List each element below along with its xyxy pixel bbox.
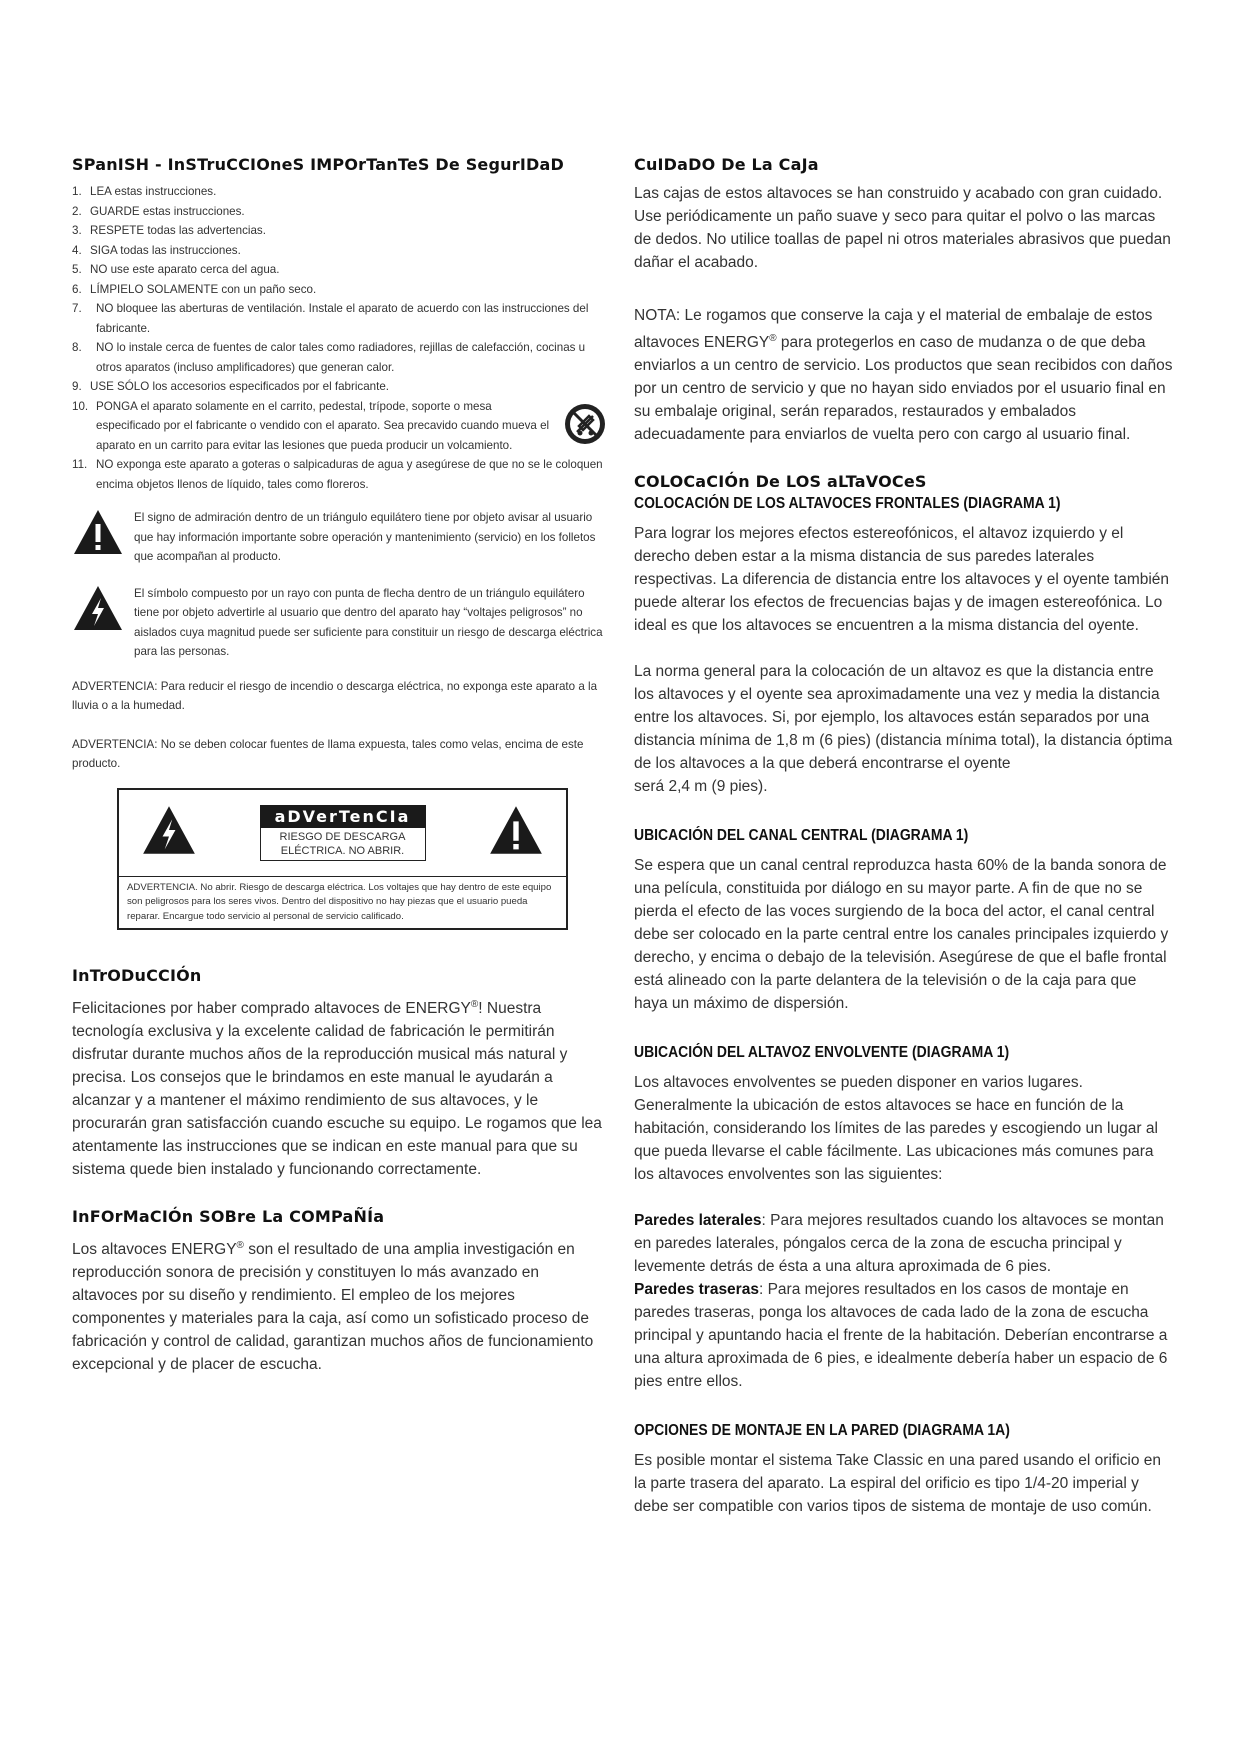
center-channel-text: Se espera que un canal central reproduzca hasta 60% de la banda sonora de una película, constituida por diálogo en su mayor parte. A fin de que no se pierda el efecto de las voces surgiendo de la boca del actor, el canal central debe ser colocado en la parte central entre los canales principales izquierdo y derecho, y encima o debajo de la televisión. Asegúrese de que el bafle frontal está alineado con la parte delantera de la televisión o de la caja para que haya un máximo de dispersión. xyxy=(634,857,1169,1013)
side-walls-text: Paredes laterales: Para mejores resultados cuando los altavoces se montan en paredes laterales, póngalos cerca de la zona de escucha principal y levemente detrás de ésta a una altura aproximada de 6 pies. xyxy=(634,1212,1164,1276)
cart-warning-icon xyxy=(563,402,607,446)
caution-box-text: ADVERTENCIA. No abrir. Riesgo de descarga eléctrica. Los voltajes que hay dentro de este equipo son peligrosos para los seres vivos. Dentro del dispositivo no hay piezas que el usuario pueda reparar. Encargue todo servicio al personal de servicio calificado. xyxy=(127,881,552,922)
warning-fire: ADVERTENCIA: Para reducir el riesgo de incendio o descarga eléctrica, no exponga este aparato a la lluvia o a la humedad. xyxy=(72,679,598,712)
front-speakers-title: COLOCACIÓN DE LOS ALTAVOCES FRONTALES (DIAGRAMA 1) xyxy=(634,495,1061,513)
left-column xyxy=(72,155,607,1376)
intro-title: InTrODuCCIÓn xyxy=(72,966,202,985)
placement-rule-text-2: será 2,4 m (9 pies). xyxy=(634,778,768,796)
exclamation-triangle-icon xyxy=(488,804,544,861)
safety-item: 5. NO use este aparato cerca del agua. xyxy=(72,263,280,276)
safety-item: 4. SIGA todas las instrucciones. xyxy=(72,243,241,257)
safety-item: 6. LÍMPIELO SOLAMENTE con un paño seco. xyxy=(72,282,317,296)
surround-title: UBICACIÓN DEL ALTAVOZ ENVOLVENTE (DIAGRAMA 1) xyxy=(634,1044,1010,1062)
center-channel-title: UBICACIÓN DEL CANAL CENTRAL (DIAGRAMA 1) xyxy=(634,827,969,845)
safety-item: 3. RESPETE todas las advertencias. xyxy=(72,224,266,237)
surround-text: Los altavoces envolventes se pueden disponer en varios lugares. Generalmente la ubicación de estos altavoces se hace en función de la habitación, considerando los límites de las paredes y escogiendo un lugar al que pueda llevarse el cable fácilmente. Las ubicaciones más comunes para los altavoces envolventes son las siguientes: xyxy=(634,1074,1158,1184)
safety-item: 1. LEA estas instrucciones. xyxy=(72,185,217,198)
lightning-triangle-icon xyxy=(72,584,134,637)
safety-item: 11. NO exponga este aparato a goteras o salpicaduras de agua y asegúrese de que no se le coloquen encima objetos llenos de líquido, tales como floreros. xyxy=(72,458,603,491)
care-title: CuIDaDO De La CaJa xyxy=(634,155,819,174)
front-speakers-text: Para lograr los mejores efectos estereofónicos, el altavoz izquierdo y el derecho deben estar a la misma distancia de sus paredes laterales respectivas. La diferencia de distancia entre los altavoces y el oyente también puede alterar los efectos de frecuencias bajas y de imagen estereofónica. Lo ideal es que los altavoces se encuentren a la misma distancia del oyente. xyxy=(634,525,1170,635)
right-column xyxy=(634,155,1174,1518)
company-text: Los altavoces ENERGY® son el resultado de una amplia investigación en reproducción sonora de precisión y constituyen lo más avanzado en altavoces por su diseño y rendimiento. El empleo de los mejores componentes y materiales para la caja, así como un sofisticado proceso de fabricación y control de calidad, garantizan muchos años de funcionamiento excepcional y de placer de escucha. xyxy=(72,1240,594,1374)
safety-item: 8. NO lo instale cerca de fuentes de calor tales como radiadores, rejillas de calefacción, cocinas u otros aparatos (incluso amplificadores) que generan calor. xyxy=(72,341,586,374)
lightning-note: El símbolo compuesto por un rayo con punta de flecha dentro de un triángulo equilátero tiene por objeto advertirle al usuario que dentro del aparato hay “voltajes peligrosos” no aislados cuya magnitud puede ser suficiente para constituir un riesgo de descarga eléctrica para las personas. xyxy=(72,584,607,662)
caution-box-title: aDVerTenCIa xyxy=(260,805,426,828)
note-text: NOTA: Le rogamos que conserve la caja y el material de embalaje de estos altavoces ENERGY® para protegerlos en caso de mudanza o de que deba enviarlos a un centro de servicio. Los productos que sean recibidos con daños por un centro de servicio y que no hayan sido enviados por el usuario final en su embalaje original, serán reparados, restaurados y embalados adecuadamente para enviarlos de vuelta pero con cargo al usuario final. xyxy=(634,307,1173,444)
intro-text: Felicitaciones por haber comprado altavoces de ENERGY®! Nuestra tecnología exclusiva y la excelente calidad de fabricación le permitirán disfrutar durante muchos años de la reproducción musical más natural y precisa. Los consejos que le brindamos en este manual le ayudarán a alcanzar y a mantener el máximo rendimiento de sus altavoces, y le procurarán gran satisfacción cuando escuche su equipo. Le rogamos que lea atentamente las instrucciones que se indican en este manual para que su sistema quede bien instalado y funcionando correctamente. xyxy=(72,999,602,1179)
company-title: InFOrMaCIÓn SOBre La COMPaÑÍa xyxy=(72,1207,385,1227)
safety-item: 9. USE SÓLO los accesorios especificados por el fabricante. xyxy=(72,380,390,393)
safety-item: 7. NO bloquee las aberturas de ventilación. Instale el aparato de acuerdo con las instrucciones del fabricante. xyxy=(72,302,589,335)
lightning-triangle-icon xyxy=(141,804,197,861)
safety-list xyxy=(72,182,607,494)
warning-flame: ADVERTENCIA: No se deben colocar fuentes de llama expuesta, tales como velas, encima de este producto. xyxy=(72,737,584,770)
caution-box-subtitle: RIESGO DE DESCARGA ELÉCTRICA. NO ABRIR. xyxy=(260,828,426,861)
rear-walls-text: Paredes traseras: Para mejores resultados en los casos de montaje en paredes traseras, ponga los altavoces de cada lado de la zona de escucha principal y apuntando hacia el frente de la habitación. Deberían encontrarse a una altura aproximada de 6 pies, e idealmente debería haber un espacio de 6 pies entre ellos. xyxy=(634,1281,1168,1391)
exclamation-triangle-icon xyxy=(72,508,134,561)
placement-title: COLOCaCIÓn De LOS aLTaVOCeS xyxy=(634,472,927,492)
care-text: Las cajas de estos altavoces se han construido y acabado con gran cuidado. Use periódicamente un paño suave y seco para quitar el polvo o las marcas de dedos. No utilice toallas de papel ni otros materiales abrasivos que puedan dañar el acabado. xyxy=(634,185,1171,271)
safety-item: 2. GUARDE estas instrucciones. xyxy=(72,204,245,218)
placement-rule-text: La norma general para la colocación de un altavoz es que la distancia entre los altavoces y el oyente sea aproximadamente una vez y media la distancia entre los altavoces. Si, por ejemplo, los altavoces están separados por una distancia mínima de 1,8 m (6 pies) (distancia mínima total), la distancia óptima de los altavoces a la que deberá encontrarse el oyente xyxy=(634,663,1173,773)
exclamation-note: El signo de admiración dentro de un triángulo equilátero tiene por objeto avisar al usuario que hay información importante sobre operación y mantenimiento (servicio) en los folletos que acompañan al producto. xyxy=(72,508,607,567)
caution-box xyxy=(117,788,568,931)
wall-mount-text: Es posible montar el sistema Take Classic en una pared usando el orificio en la parte trasera del aparato. La espiral del orificio es tipo 1/4-20 imperial y debe ser compatible con varios tipos de sistema de montaje de uso común. xyxy=(634,1452,1161,1516)
wall-mount-title: OPCIONES DE MONTAJE EN LA PARED (DIAGRAMA 1A) xyxy=(634,1422,1010,1440)
safety-item: 10. PONGA el aparato solamente en el carrito, pedestal, trípode, soporte o mesa especificado por el fabricante o vendido con el aparato. Sea precavido cuando mueva el aparato en un carrito para evitar las lesiones que pueda producir un volcamiento. xyxy=(72,397,607,456)
safety-title: SPanISH - InSTruCCIOneS IMPOrTanTeS De SegurIDaD xyxy=(72,155,564,174)
